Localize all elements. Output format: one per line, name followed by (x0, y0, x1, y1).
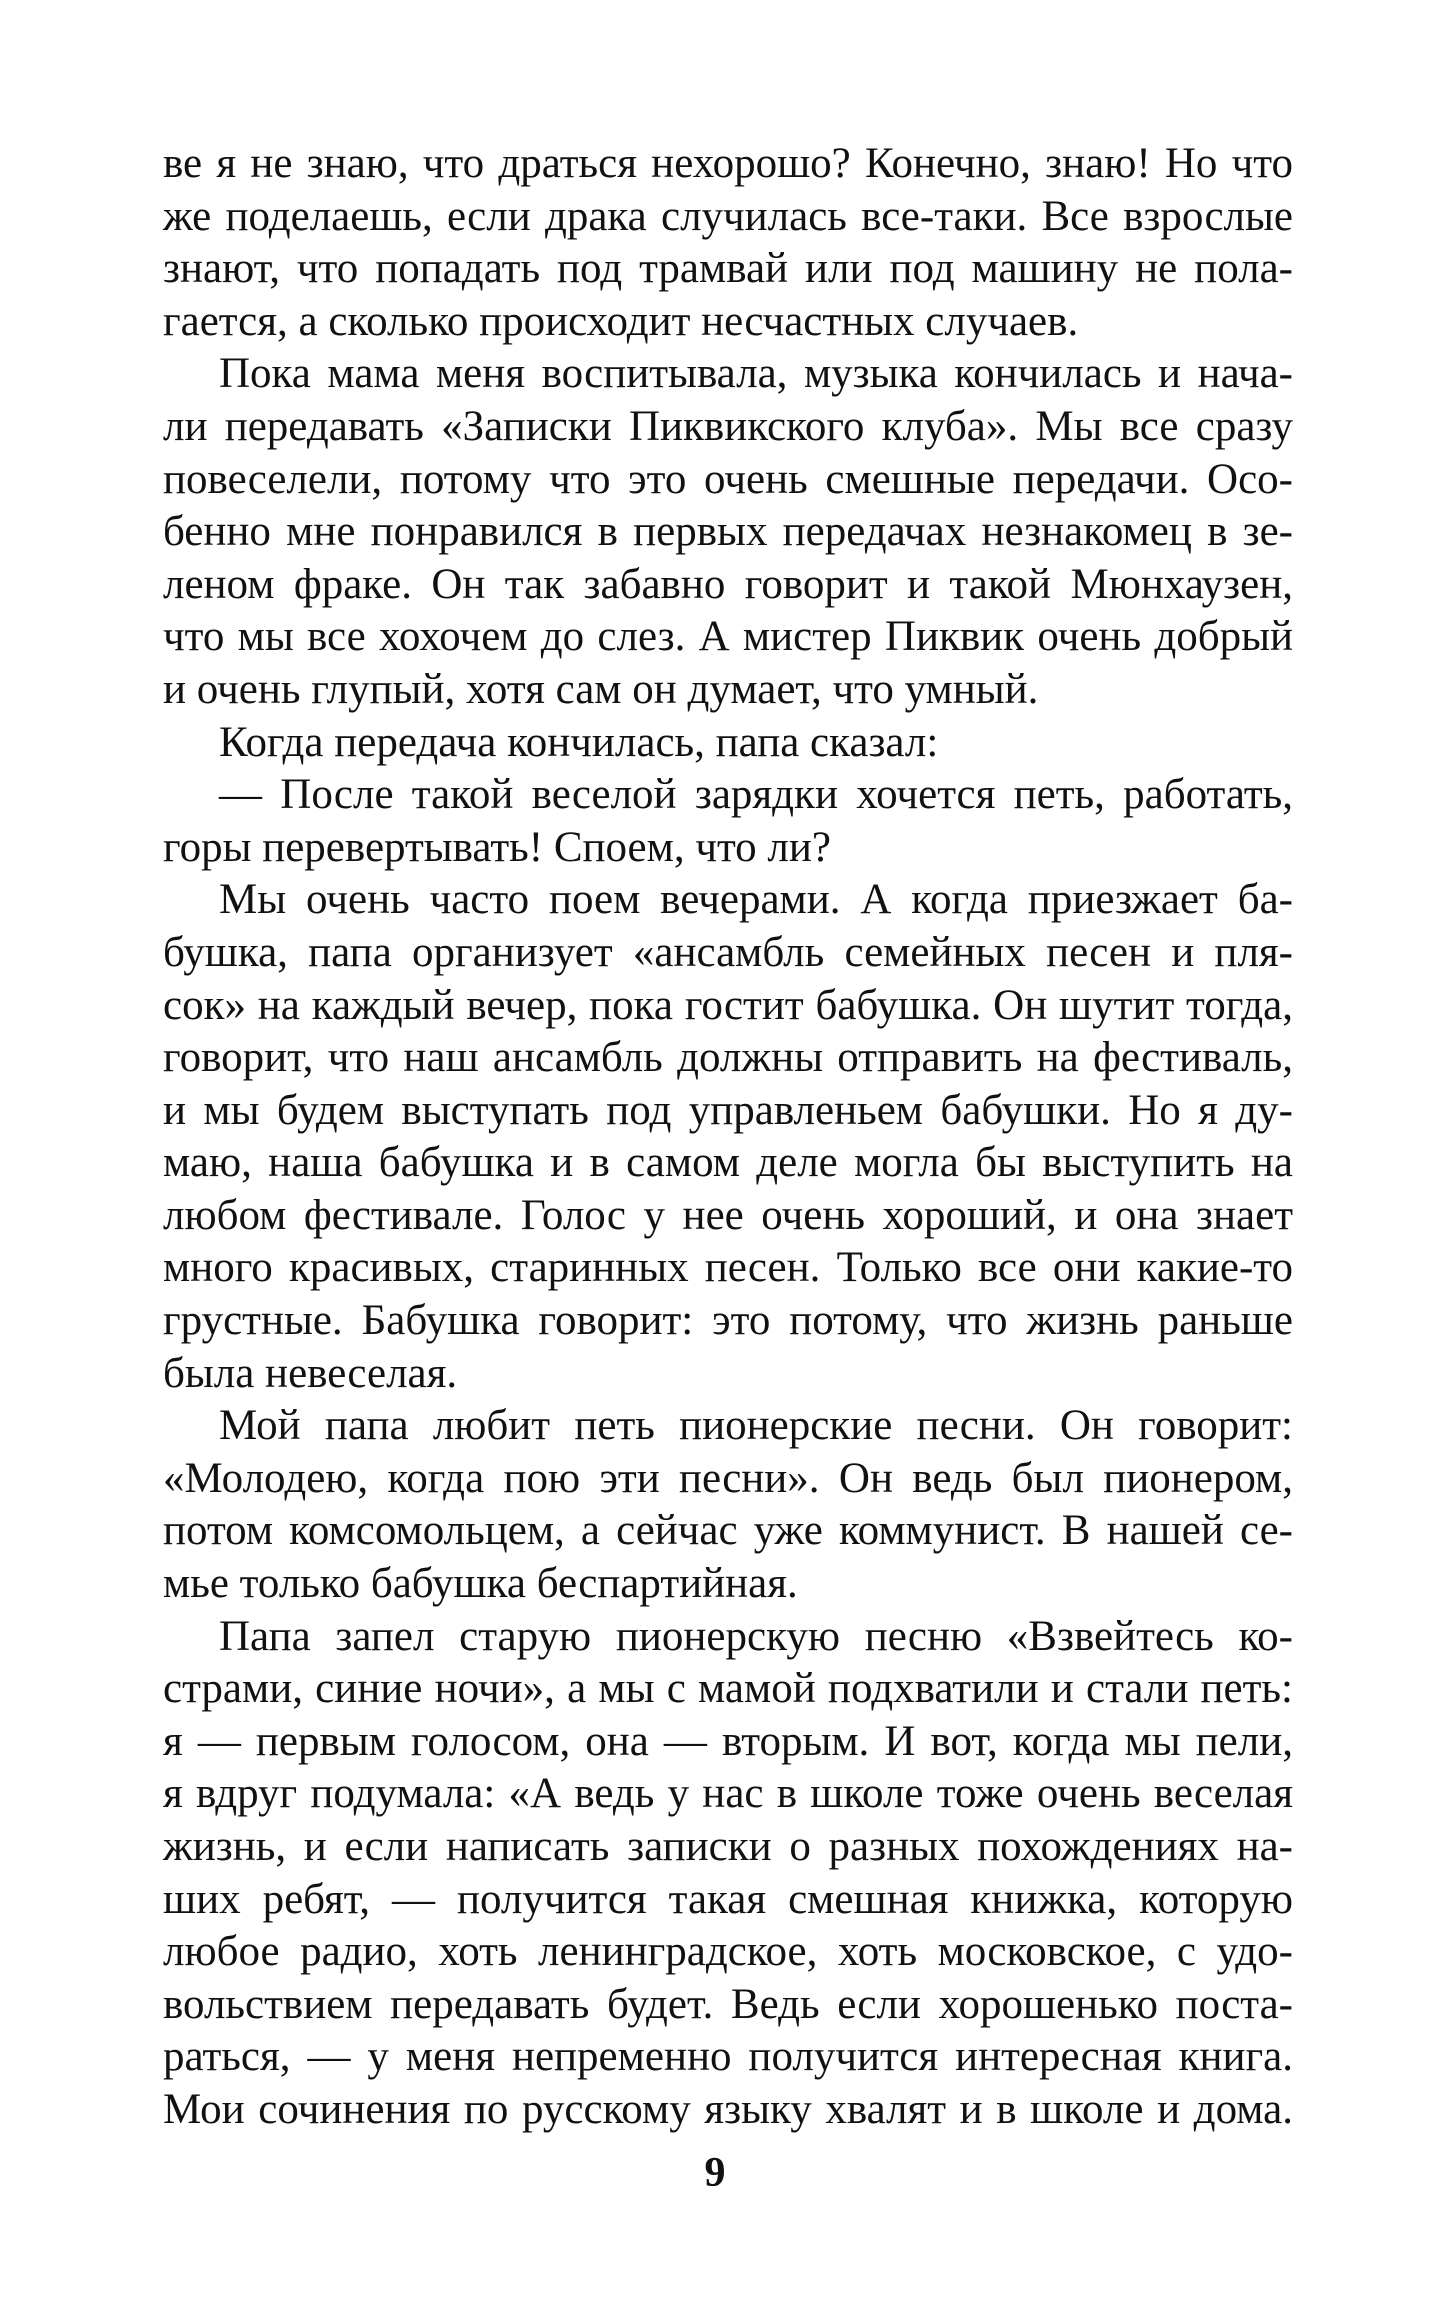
text-line: была невеселая. (163, 1349, 458, 1397)
text-line: Мои сочинения по русскому языку хвалят и в школе и дома. (163, 2085, 1293, 2133)
text-line: раться, — у меня непременно получится интересная книга. (163, 2033, 1293, 2081)
text-line: ших ребят, — получится такая смешная книжка, которую (163, 1875, 1293, 1923)
text-line: Мой папа любит петь пионерские песни. Он говорит: (219, 1402, 1293, 1450)
text-line: маю, наша бабушка и в самом деле могла бы выступить на (163, 1139, 1293, 1187)
text-line: леном фраке. Он так забавно говорит и такой Мюнхаузен, (163, 560, 1293, 608)
page-number: 9 (704, 2150, 726, 2196)
text-line: любое радио, хоть ленинградское, хоть московское, с удо- (163, 1928, 1293, 1976)
text-line: любом фестивале. Голос у нее очень хороший, и она знает (163, 1191, 1293, 1239)
text-line: горы перевертывать! Споем, что ли? (163, 823, 831, 871)
text-line: Когда передача кончилась, папа сказал: (219, 718, 939, 766)
text-line: бушка, папа организует «ансамбль семейных песен и пля- (163, 928, 1293, 976)
text-line: я — первым голосом, она — вторым. И вот, когда мы пели, (163, 1717, 1293, 1765)
text-line: Мы очень часто поем вечерами. А когда приезжает ба- (219, 876, 1293, 924)
text-line: мье только бабушка беспартийная. (163, 1560, 798, 1608)
text-line: сок» на каждый вечер, пока гостит бабушка. Он шутит тогда, (163, 981, 1293, 1029)
text-line: знают, что попадать под трамвай или под машину не пола- (163, 245, 1293, 293)
text-line: гается, а сколько происходит несчастных случаев. (163, 297, 1079, 345)
text-line: много красивых, старинных песен. Только все они какие-то (163, 1244, 1293, 1292)
text-line: ве я не знаю, что драться нехорошо? Конечно, знаю! Но что (163, 140, 1293, 187)
text-line: повеселели, потому что это очень смешные передачи. Осо- (163, 455, 1293, 503)
text-line: ли передавать «Записки Пиквикского клуба». Мы все сразу (163, 402, 1293, 450)
text-line: вольствием передавать будет. Ведь если хорошенько поста- (163, 1980, 1293, 2028)
text-line: Папа запел старую пионерскую песню «Взвейтесь ко- (219, 1612, 1293, 1660)
text-line: потом комсомольцем, а сейчас уже коммунист. В нашей се- (163, 1507, 1293, 1555)
text-line: страми, синие ночи», а мы с мамой подхватили и стали петь: (163, 1665, 1293, 1713)
text-line: — После такой веселой зарядки хочется петь, работать, (219, 771, 1293, 819)
body-text (163, 138, 1293, 2137)
text-line: жизнь, и если написать записки о разных похождениях на- (163, 1823, 1293, 1870)
text-line: и очень глупый, хотя сам он думает, что умный. (163, 665, 1039, 713)
text-line: я вдруг подумала: «А ведь у нас в школе тоже очень веселая (163, 1770, 1293, 1818)
text-line: Пока мама меня воспитывала, музыка кончилась и нача- (219, 350, 1293, 398)
text-line: бенно мне понравился в первых передачах незнакомец в зе- (163, 508, 1293, 556)
text-line: же поделаешь, если драка случилась все-таки. Все взрослые (163, 192, 1293, 240)
text-line: грустные. Бабушка говорит: это потому, что жизнь раньше (163, 1297, 1293, 1345)
text-line: что мы все хохочем до слез. А мистер Пиквик очень добрый (163, 613, 1293, 661)
text-line: и мы будем выступать под управленьем бабушки. Но я ду- (163, 1086, 1293, 1134)
text-line: «Молодею, когда пою эти песни». Он ведь был пионером, (163, 1454, 1293, 1502)
text-line: говорит, что наш ансамбль должны отправить на фестиваль, (163, 1034, 1293, 1082)
